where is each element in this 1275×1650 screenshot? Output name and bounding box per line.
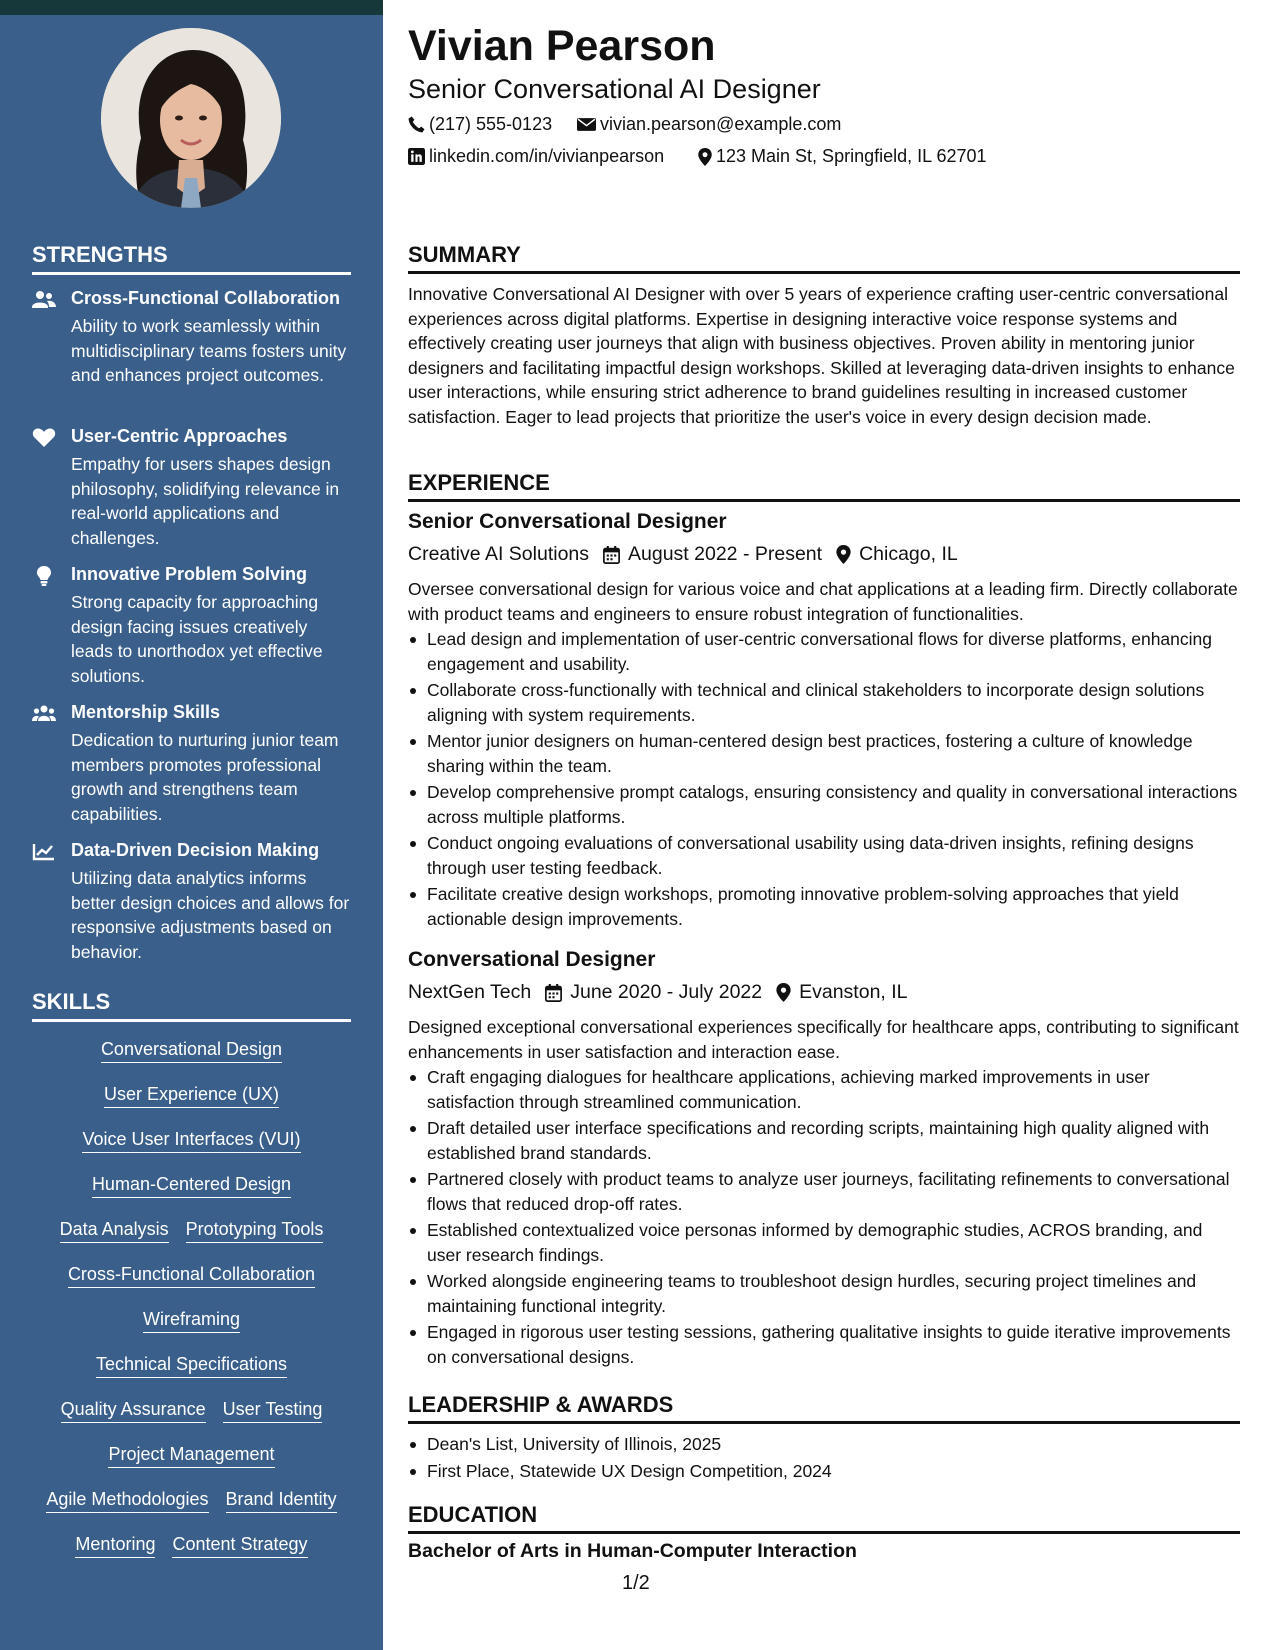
strength-desc: Empathy for users shapes design philosophy, solidifying relevance in real-world applications and challenges. bbox=[71, 454, 340, 548]
skill-tag: Project Management bbox=[108, 1444, 274, 1468]
chart-line-icon bbox=[32, 842, 56, 862]
list-item: Engaged in rigorous user testing sessions, gathering qualitative insights to guide iterative improvements on conversational designs. bbox=[408, 1320, 1240, 1369]
education-degree: Bachelor of Arts in Human-Computer Interaction bbox=[408, 1540, 857, 1562]
contact-email bbox=[577, 114, 841, 135]
location-pin-icon bbox=[836, 545, 851, 564]
list-item: Lead design and implementation of user-centric conversational flows for diverse platforms, enhancing engagement and usability. bbox=[408, 627, 1240, 676]
awards-list bbox=[408, 1432, 1240, 1485]
contact-phone bbox=[408, 114, 552, 135]
list-item: Facilitate creative design workshops, promoting innovative problem-solving approaches that yield actionable design improvements. bbox=[408, 882, 1240, 931]
skill-tag: Content Strategy bbox=[172, 1534, 307, 1558]
strength-title: Cross-Functional Collaboration bbox=[71, 288, 341, 308]
skill-tag: Human-Centered Design bbox=[92, 1174, 291, 1198]
strength-title: Mentorship Skills bbox=[71, 702, 221, 722]
skills-row bbox=[32, 1129, 351, 1153]
summary-text: Innovative Conversational AI Designer with over 5 years of experience crafting user-centric conversational experiences across digital platforms. Expertise in designing interactive voice response systems and effectively creating user journeys that align with business objectives. Proven ability in mentoring junior designers and facilitating impactful design workshops. Skilled at leveraging data-driven insights to enhance user interactions, while ensuring strict adherence to brand guidelines resulting in increased customer satisfaction. Eager to lead projects that prioritize the user's voice in every design decision made. bbox=[408, 284, 1235, 427]
location-pin-icon bbox=[776, 983, 791, 1002]
strength-title: Data-Driven Decision Making bbox=[71, 840, 320, 860]
skills-row bbox=[32, 1309, 351, 1333]
strength-title: User-Centric Approaches bbox=[71, 426, 288, 446]
heart-icon bbox=[32, 428, 56, 448]
list-item: Dean's List, University of Illinois, 2025 bbox=[408, 1432, 1240, 1457]
experience-heading: EXPERIENCE bbox=[408, 470, 1240, 502]
page-number: 1/2 bbox=[622, 1572, 650, 1594]
job-dates: June 2020 - July 2022 bbox=[570, 981, 763, 1003]
skill-tag: Wireframing bbox=[143, 1309, 240, 1333]
list-item: Established contextualized voice personas informed by demographic studies, ACROS branding, and user research findings. bbox=[408, 1218, 1240, 1267]
portrait-photo bbox=[101, 28, 281, 208]
contact-linkedin bbox=[408, 146, 664, 167]
skill-tag: Brand Identity bbox=[226, 1489, 337, 1513]
education-heading: EDUCATION bbox=[408, 1502, 1240, 1534]
avatar bbox=[101, 28, 281, 208]
skill-tag: User Experience (UX) bbox=[104, 1084, 279, 1108]
skills-row bbox=[32, 1444, 351, 1468]
job-bullets bbox=[408, 1065, 1240, 1371]
sidebar-top-bar bbox=[0, 0, 383, 15]
skills-heading: SKILLS bbox=[32, 989, 351, 1022]
job-meta bbox=[408, 543, 958, 566]
linkedin-icon bbox=[408, 148, 425, 165]
job-summary: Designed exceptional conversational experiences specifically for healthcare apps, contributing to significant enhancements in user satisfaction and interaction ease. bbox=[408, 1017, 1239, 1062]
job-bullets bbox=[408, 627, 1240, 933]
strengths-section bbox=[32, 242, 351, 275]
skill-tag: User Testing bbox=[223, 1399, 323, 1423]
skills-row bbox=[32, 1354, 351, 1378]
skill-tag: Mentoring bbox=[75, 1534, 155, 1558]
list-item: Collaborate cross-functionally with technical and clinical stakeholders to incorporate design solutions aligning with system requirements. bbox=[408, 678, 1240, 727]
calendar-icon bbox=[603, 546, 620, 564]
summary-heading: SUMMARY bbox=[408, 242, 1240, 274]
location-pin-icon bbox=[698, 148, 712, 166]
skill-tag: Quality Assurance bbox=[61, 1399, 206, 1423]
skill-tag: Cross-Functional Collaboration bbox=[68, 1264, 315, 1288]
contact-address bbox=[698, 146, 987, 167]
awards-heading: LEADERSHIP & AWARDS bbox=[408, 1392, 1240, 1424]
skills-row bbox=[32, 1219, 351, 1243]
job-title: Conversational Designer bbox=[408, 948, 656, 971]
phone-text: (217) 555-0123 bbox=[429, 114, 553, 134]
candidate-name: Vivian Pearson bbox=[408, 22, 716, 70]
strengths-heading: STRENGTHS bbox=[32, 242, 351, 275]
candidate-title: Senior Conversational AI Designer bbox=[408, 74, 821, 104]
list-item: Mentor junior designers on human-centered design best practices, fostering a culture of knowledge sharing within the team. bbox=[408, 729, 1240, 778]
list-item: First Place, Statewide UX Design Competition, 2024 bbox=[408, 1459, 1240, 1484]
people-group-icon bbox=[32, 704, 56, 724]
strength-desc: Utilizing data analytics informs better design choices and allows for responsive adjustments based on behavior. bbox=[71, 868, 350, 962]
calendar-icon bbox=[545, 984, 562, 1002]
skill-tag: Data Analysis bbox=[60, 1219, 169, 1243]
skill-tag: Technical Specifications bbox=[96, 1354, 287, 1378]
skills-row bbox=[32, 1084, 351, 1108]
users-icon bbox=[32, 290, 56, 310]
job-meta bbox=[408, 981, 908, 1004]
list-item: Partnered closely with product teams to analyze user journeys, facilitating refinements to conversational flows that reduced drop-off rates. bbox=[408, 1167, 1240, 1216]
job-location: Chicago, IL bbox=[859, 543, 958, 565]
skills-row bbox=[32, 1039, 351, 1063]
strength-desc: Strong capacity for approaching design facing issues creatively leads to unorthodox yet effective solutions. bbox=[71, 592, 323, 686]
list-item: Conduct ongoing evaluations of conversational usability using data-driven insights, refining designs through user testing feedback. bbox=[408, 831, 1240, 880]
skills-row bbox=[32, 1264, 351, 1288]
skills-section bbox=[32, 989, 351, 1022]
strength-title: Innovative Problem Solving bbox=[71, 564, 308, 584]
job-location: Evanston, IL bbox=[799, 981, 908, 1003]
skill-tag: Conversational Design bbox=[101, 1039, 282, 1063]
job-company: Creative AI Solutions bbox=[408, 543, 590, 565]
skill-tag: Agile Methodologies bbox=[46, 1489, 208, 1513]
skill-tag: Prototyping Tools bbox=[186, 1219, 324, 1243]
list-item: Worked alongside engineering teams to troubleshoot design hurdles, securing project timelines and maintaining functional integrity. bbox=[408, 1269, 1240, 1318]
list-item: Draft detailed user interface specifications and recording scripts, maintaining high quality aligned with established brand standards. bbox=[408, 1116, 1240, 1165]
envelope-icon bbox=[577, 117, 596, 132]
list-item: Craft engaging dialogues for healthcare applications, achieving marked improvements in user satisfaction through streamlined communication. bbox=[408, 1065, 1240, 1114]
linkedin-text: linkedin.com/in/vivianpearson bbox=[429, 146, 665, 166]
skills-row bbox=[32, 1534, 351, 1558]
strength-desc: Dedication to nurturing junior team members promotes professional growth and strengthens team capabilities. bbox=[71, 730, 339, 824]
list-item: Develop comprehensive prompt catalogs, ensuring consistency and quality in conversational interactions across multiple platforms. bbox=[408, 780, 1240, 829]
skill-tag: Voice User Interfaces (VUI) bbox=[82, 1129, 300, 1153]
strength-desc: Ability to work seamlessly within multidisciplinary teams fosters unity and enhances project outcomes. bbox=[71, 316, 347, 385]
job-summary: Oversee conversational design for various voice and chat applications at a leading firm. Directly collaborate with product teams and engineers to ensure robust integration of functionalities. bbox=[408, 579, 1238, 624]
job-title: Senior Conversational Designer bbox=[408, 510, 727, 533]
address-text: 123 Main St, Springfield, IL 62701 bbox=[716, 146, 987, 166]
skills-row bbox=[32, 1399, 351, 1423]
skills-row bbox=[32, 1174, 351, 1198]
lightbulb-icon bbox=[32, 566, 56, 586]
job-dates: August 2022 - Present bbox=[628, 543, 823, 565]
email-text: vivian.pearson@example.com bbox=[600, 114, 842, 134]
job-company: NextGen Tech bbox=[408, 981, 532, 1003]
skills-row bbox=[32, 1489, 351, 1513]
phone-icon bbox=[408, 116, 425, 133]
